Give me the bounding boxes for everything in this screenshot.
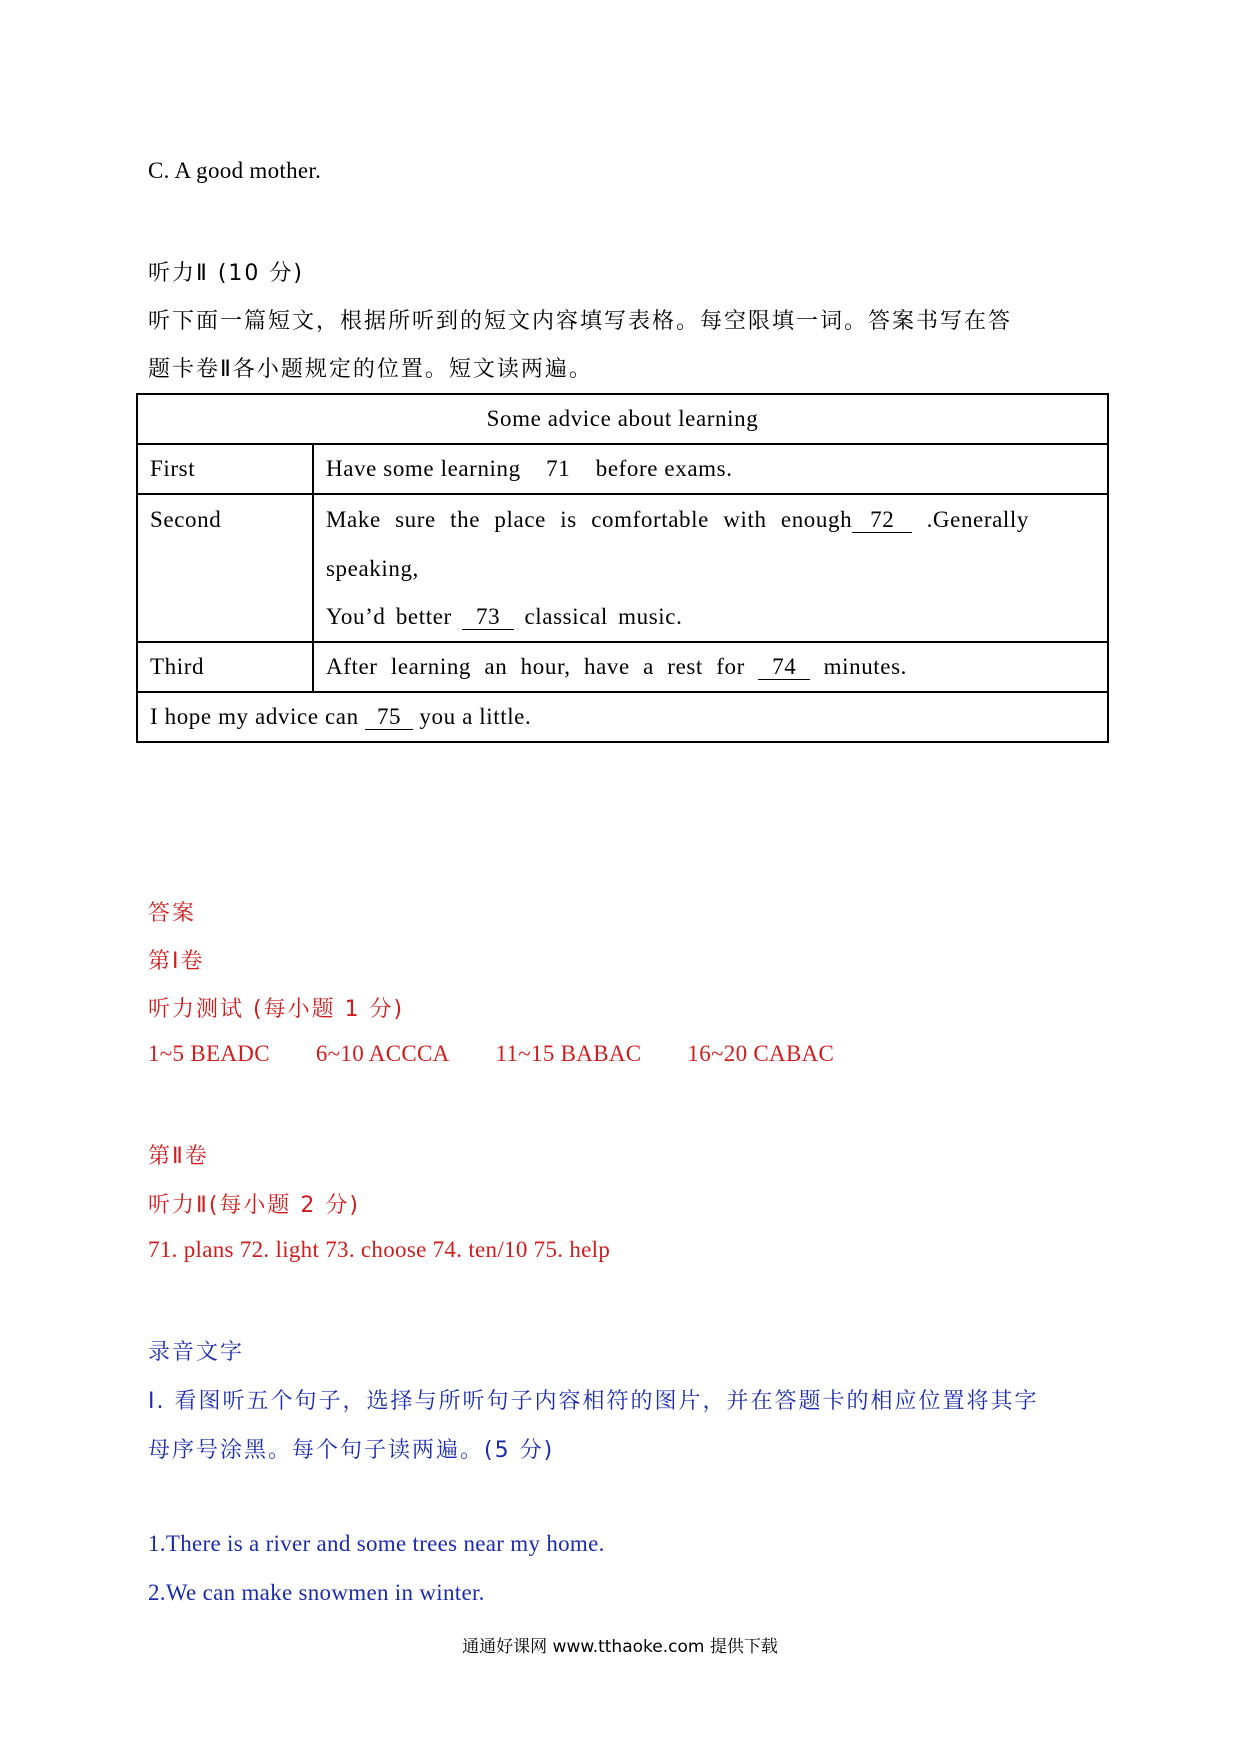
row-content-second: Make sure the place is comfortable with enough 72 .Generally speaking, You’d better 73 classical music. (313, 494, 1108, 642)
transcript-instruction-line2: 母序号涂黑。每个句子读两遍。(5 分) (148, 1438, 555, 1463)
table-row (137, 494, 1108, 642)
section-title: 听力Ⅱ (10 分) (148, 261, 304, 286)
table-row (137, 642, 1108, 692)
row-label-second: Second (137, 494, 313, 642)
blank-75: 75 (365, 705, 413, 730)
transcript-heading: 录音文字 (148, 1340, 245, 1365)
table-row (137, 444, 1108, 494)
blank-71: 71 (546, 456, 571, 481)
answers-heading: 答案 (148, 901, 197, 926)
advice-table (136, 393, 1109, 743)
row-label-third: Third (137, 642, 313, 692)
answers-vol1-sub: 听力测试 (每小题 1 分) (148, 997, 405, 1022)
answers-vol2: 第Ⅱ卷 (148, 1144, 209, 1169)
table-row (137, 692, 1108, 742)
answers-vol2-sub: 听力Ⅱ(每小题 2 分) (148, 1193, 360, 1218)
row-label-first: First (137, 444, 313, 494)
option-c: C. A good mother. (148, 158, 322, 183)
blank-73: 73 (462, 605, 514, 630)
section-instruction-line2: 题卡卷Ⅱ各小题规定的位置。短文读两遍。 (148, 357, 593, 382)
table-header: Some advice about learning (137, 394, 1108, 444)
row-content-third: After learning an hour, have a rest for 74 minutes. (313, 642, 1108, 692)
transcript-sentence-2: 2.We can make snowmen in winter. (148, 1580, 485, 1605)
transcript-sentence-1: 1.There is a river and some trees near my home. (148, 1531, 605, 1556)
answers-vol1-groups: 1~5 BEADC 6~10 ACCCA 11~15 BABAC 16~20 CABAC (148, 1041, 835, 1066)
page-footer: 通通好课网 www.tthaoke.com 提供下载 (462, 1637, 778, 1657)
answers-vol2-list: 71. plans 72. light 73. choose 74. ten/10 75. help (148, 1237, 611, 1262)
section-instruction-line1: 听下面一篇短文，根据所听到的短文内容填写表格。每空限填一词。答案书写在答 (148, 309, 1013, 334)
transcript-instruction-line1: I. 看图听五个句子，选择与所听句子内容相符的图片，并在答题卡的相应位置将其字 (148, 1389, 1039, 1414)
row-content-first: Have some learning 71 before exams. (313, 444, 1108, 494)
blank-72: 72 (852, 508, 912, 533)
answers-vol1: 第Ⅰ卷 (148, 949, 205, 974)
blank-74: 74 (758, 655, 810, 680)
table-footer: I hope my advice can 75 you a little. (137, 692, 1108, 742)
